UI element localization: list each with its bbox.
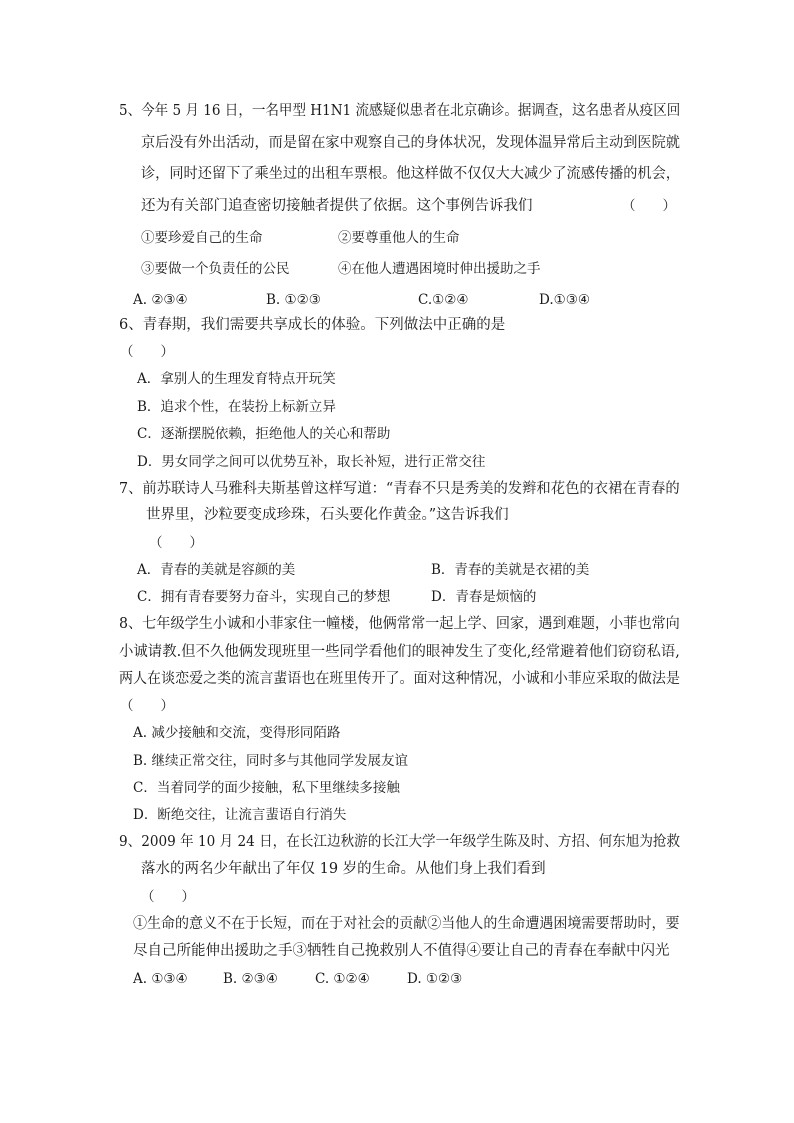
option-b: B．追求个性，在装扮上标新立异 bbox=[137, 399, 336, 415]
option-d: D. ①②③ bbox=[407, 971, 463, 987]
question-8-line-2: 小诚请教.但不久他俩发现班里一些同学看他们的眼神发生了变化,经常避着他们窃窃私语, bbox=[119, 644, 680, 660]
statement-line-1: ①生命的意义不在于长短，而在于对社会的贡献②当他人的生命遭遇困境需要帮助时，要 bbox=[133, 916, 680, 932]
statement-line-2: 尽自己所能伸出援助之手③牺牲自己挽救别人不值得④要让自己的青春在奉献中闪光 bbox=[133, 943, 670, 959]
question-8-line-1: 8、七年级学生小诚和小菲家住一幢楼，他俩常常一起上学、回家，遇到难题，小菲也常向 bbox=[119, 616, 680, 632]
answer-bracket: （ ） bbox=[149, 535, 203, 551]
question-8-line-3: 两人在谈恋爱之类的流言蜚语也在班里传开了。面对这种情况，小诚和小菲应采取的做法是 bbox=[119, 671, 680, 687]
option-b: B. 继续正常交往，同时多与其他同学发展友谊 bbox=[133, 753, 409, 769]
question-5-line-3: 诊，同时还留下了乘坐过的出租车票根。他这样做不仅仅大大减少了流感传播的机会， bbox=[141, 166, 680, 182]
option-c: C．逐渐摆脱依赖，拒绝他人的关心和帮助 bbox=[137, 426, 391, 442]
question-9-line-2: 落水的两名少年献出了年仅 19 岁的生命。从他们身上我们看到 bbox=[141, 861, 546, 877]
option-b: B. ①②③ bbox=[266, 292, 321, 308]
option-a: A. 减少接触和交流，变得形同陌路 bbox=[133, 725, 341, 741]
answer-bracket: （ ） bbox=[120, 698, 174, 714]
question-6-line-1: 6、青春期，我们需要共享成长的体验。下列做法中正确的是 bbox=[119, 317, 506, 333]
option-a: A．青春的美就是容颜的美 bbox=[137, 562, 296, 578]
question-5-line-2: 京后没有外出活动，而是留在家中观察自己的身体状况，发现体温异常后主动到医院就 bbox=[141, 135, 680, 151]
option-d: D．断绝交往，让流言蜚语自行消失 bbox=[133, 807, 347, 823]
option-a: A. ①③④ bbox=[133, 971, 188, 987]
option-c: C. ①②④ bbox=[315, 971, 370, 987]
question-7-line-2: 世界里，沙粒要变成珍珠，石头要化作黄金。”这告诉我们 bbox=[146, 507, 509, 523]
question-7-line-1: 7、前苏联诗人马雅科夫斯基曾这样写道：“青春不只是秀美的发辫和花色的衣裙在青春的 bbox=[119, 481, 680, 497]
statement-4: ④在他人遭遇困境时伸出援助之手 bbox=[338, 261, 541, 277]
option-c: C.①②④ bbox=[418, 292, 469, 308]
option-b: B. ②③④ bbox=[223, 971, 278, 987]
statement-2: ②要尊重他人的生命 bbox=[338, 230, 460, 246]
answer-bracket: （ ） bbox=[141, 889, 195, 905]
question-5-line-1: 5、今年 5 月 16 日，一名甲型 H1N1 流感疑似患者在北京确诊。据调查，这名患者从疫区回 bbox=[119, 103, 681, 119]
option-d: D．青春是烦恼的 bbox=[431, 589, 537, 605]
answer-bracket: （ ） bbox=[120, 344, 174, 360]
option-d: D．男女同学之间可以优势互补，取长补短，进行正常交往 bbox=[137, 454, 486, 470]
question-9-line-1: 9、2009 年 10 月 24 日，在长江边秋游的长江大学一年级学生陈及时、方招、何东旭为抢救 bbox=[119, 834, 681, 850]
option-b: B．青春的美就是衣裙的美 bbox=[431, 562, 590, 578]
question-5-line-4: 还为有关部门追查密切接触者提供了依据。这个事例告诉我们 bbox=[141, 198, 533, 214]
option-d: D.①③④ bbox=[539, 292, 590, 308]
answer-bracket: （ ） bbox=[622, 198, 676, 214]
option-c: C．拥有青春要努力奋斗，实现自己的梦想 bbox=[137, 589, 391, 605]
option-c: C．当着同学的面少接触，私下里继续多接触 bbox=[133, 780, 400, 796]
option-a: A. ②③④ bbox=[133, 292, 188, 308]
option-a: A．拿别人的生理发育特点开玩笑 bbox=[137, 371, 336, 387]
statement-3: ③要做一个负责任的公民 bbox=[141, 261, 290, 277]
statement-1: ①要珍爱自己的生命 bbox=[141, 230, 263, 246]
